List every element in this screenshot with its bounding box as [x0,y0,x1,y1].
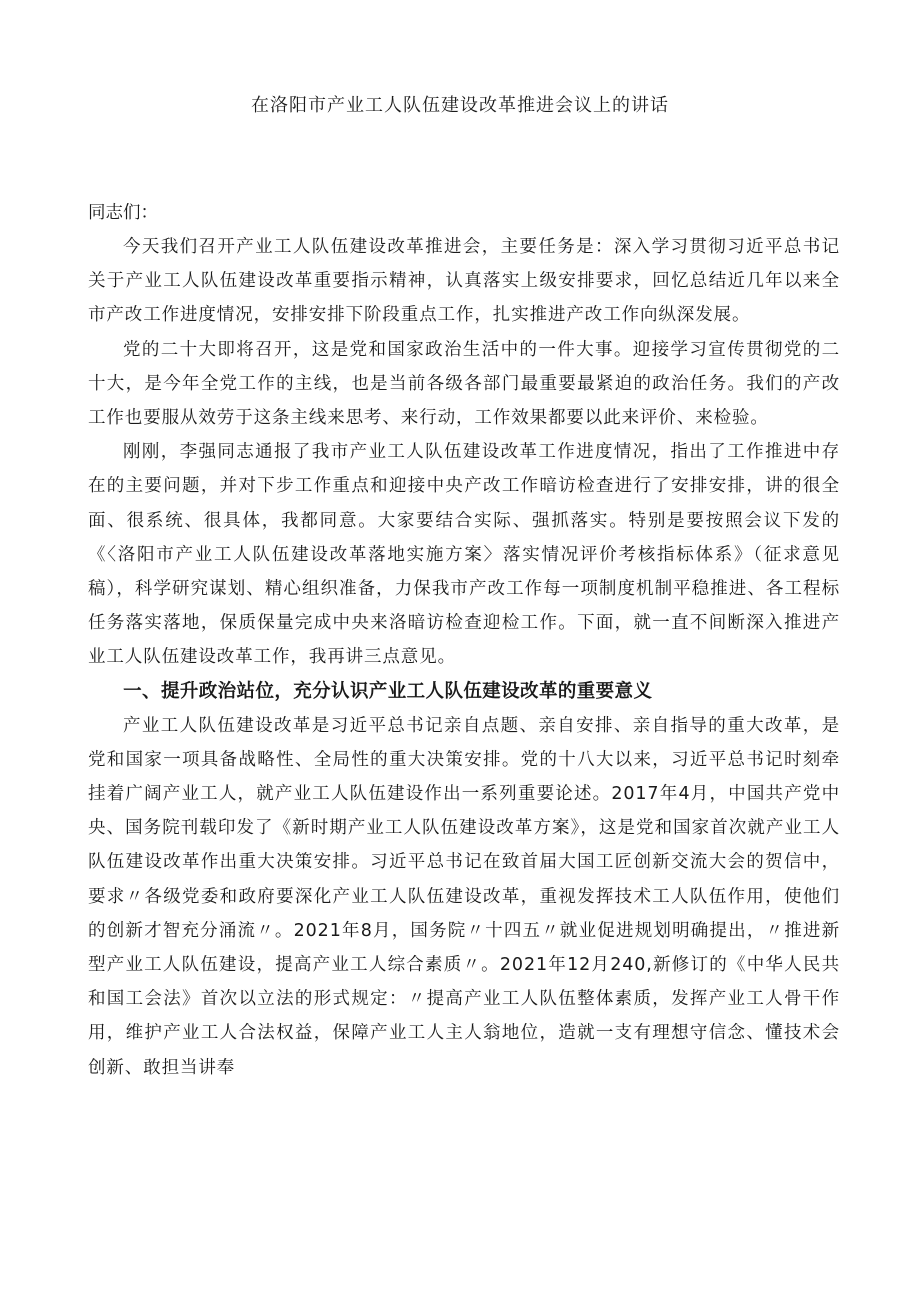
paragraph-twentieth-congress: 党的二十大即将召开，这是党和国家政治生活中的一件大事。迎接学习宣传贯彻党的二十大，是今年全党工作的主线，也是当前各级各部门最重要最紧迫的政治任务。我们的产改工作也要服从效劳于这条主线来思考、来行动，工作效果都要以此来评价、来检验。 [88,339,840,429]
salutation: 同志们： [88,203,158,223]
document-body [88,196,840,1085]
section-heading-1: 一、提升政治站位，充分认识产业工人队伍建设改革的重要意义 [123,680,653,702]
paragraph-work-report: 刚刚，李强同志通报了我市产业工人队伍建设改革工作进度情况，指出了工作推进中存在的主要问题，并对下步工作重点和迎接中央产改工作暗访检查进行了安排安排，讲的很全面、很系统、很具体，我都同意。大家要结合实际、强抓落实。特别是要按照会议下发的《〈洛阳市产业工人队伍建设改革落地实施方案〉落实情况评价考核指标体系》（征求意见稿），科学研究谋划、精心组织准备，力保我市产改工作每一项制度机制平稳推进、各工程标任务落实落地，保质保量完成中央来洛暗访检查迎检工作。下面，就一直不间断深入推进产业工人队伍建设改革工作，我再讲三点意见。 [88,442,840,668]
document-title: 在洛阳市产业工人队伍建设改革推进会议上的讲话 [251,95,669,116]
paragraph-intro: 今天我们召开产业工人队伍建设改革推进会，主要任务是：深入学习贯彻习近平总书记关于产业工人队伍建设改革重要指示精神，认真落实上级安排要求，回忆总结近几年以来全市产改工作进度情况，安排安排下阶段重点工作，扎实推进产改工作向纵深发展。 [88,237,840,326]
paragraph-section-1: 产业工人队伍建设改革是习近平总书记亲自点题、亲自安排、亲自指导的重大改革，是党和国家一项具备战略性、全局性的重大决策安排。党的十八大以来，习近平总书记时刻牵挂着广阔产业工人，就产业工人队伍建设作出一系列重要论述。2017年4月，中国共产党中央、国务院刊载印发了《新时期产业工人队伍建设改革方案》，这是党和国家首次就产业工人队伍建设改革作出重大决策安排。习近平总书记在致首届大国工匠创新交流大会的贺信中，要求〃各级党委和政府要深化产业工人队伍建设改革，重视发挥技术工人队伍作用，使他们的创新才智充分涌流〃。2021年8月，国务院〃十四五〃就业促进规划明确提出，〃推进新型产业工人队伍建设，提高产业工人综合素质〃。2021年12月240,新修订的《中华人民共和国工会法》首次以立法的形式规定：〃提高产业工人队伍整体素质，发挥产业工人骨干作用，维护产业工人合法权益，保障产业工人主人翁地位，造就一支有理想守信念、懂技术会创新、敢担当讲奉 [88,715,840,1078]
